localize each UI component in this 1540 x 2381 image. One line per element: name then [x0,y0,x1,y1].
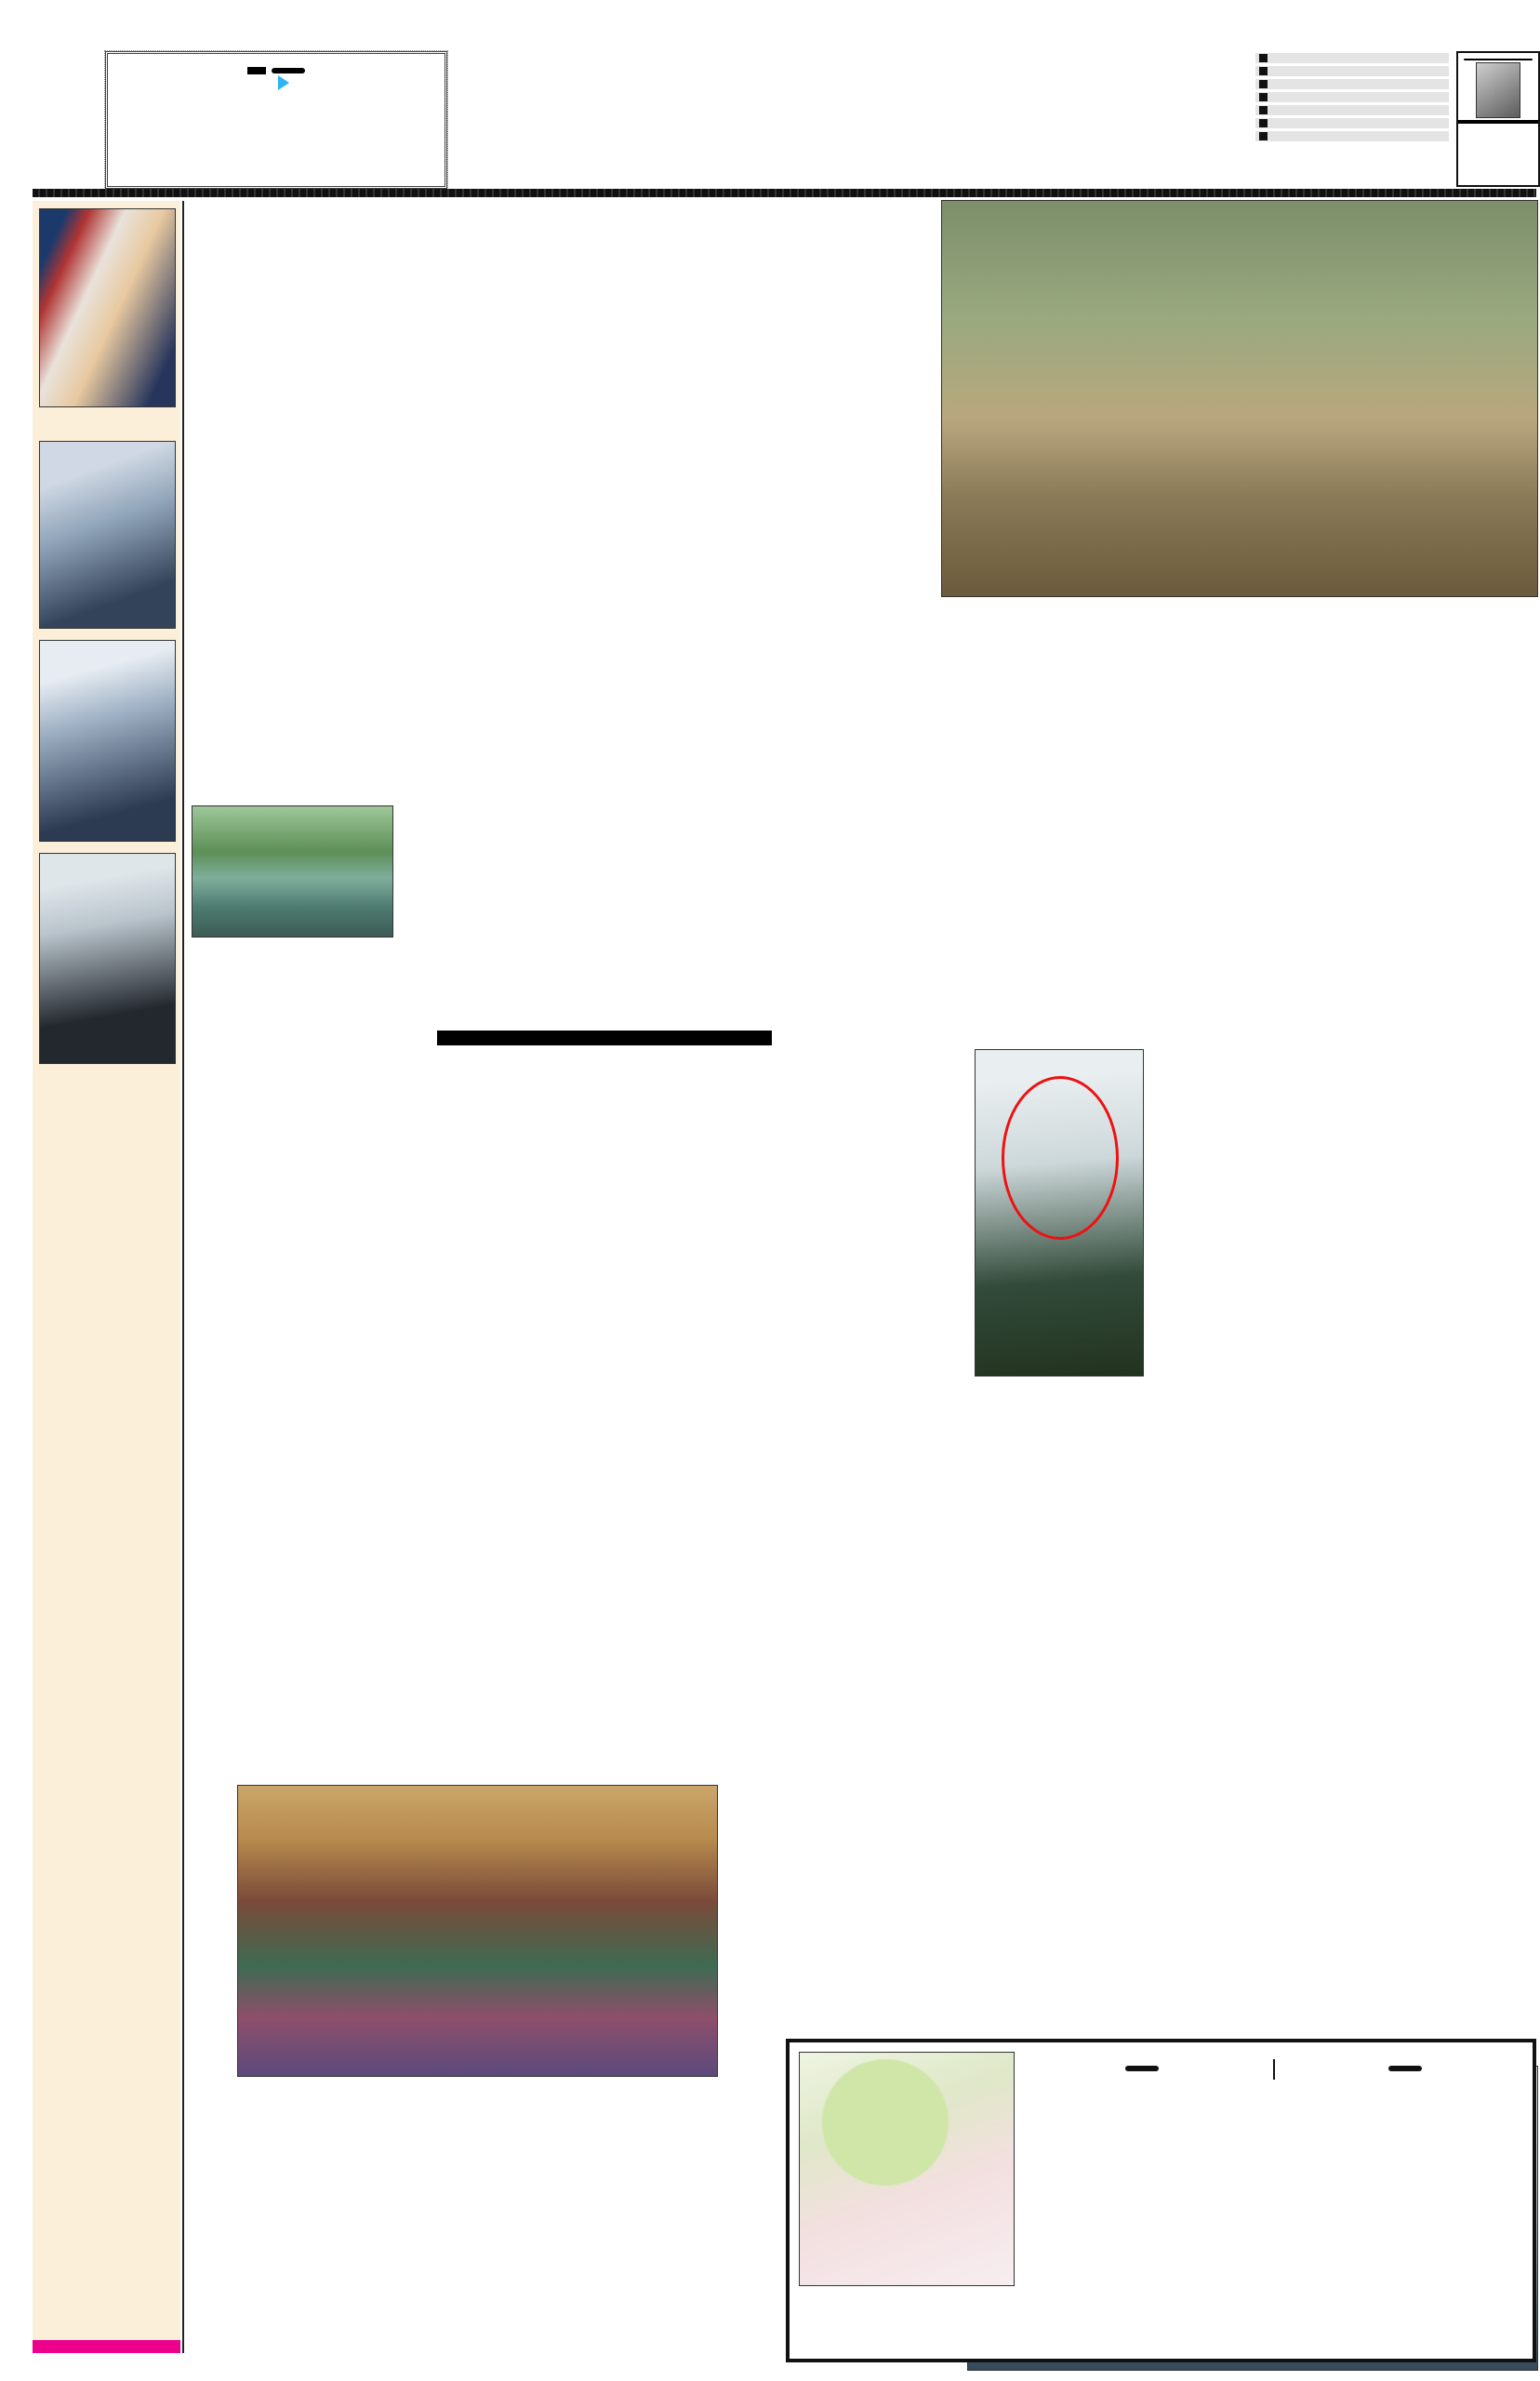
lead-body [192,491,932,677]
sidebar-story-loadshedding [39,853,174,1064]
sidebar-story-trump [39,208,174,430]
photo-mp-portrait [39,853,176,1064]
women-seat-story [1298,1031,1536,1373]
info-date-hijri [1255,105,1449,115]
play-icon [278,75,289,90]
doctor-ad [786,2039,1536,2362]
left-sidebar [33,201,180,2340]
google-play-badge [272,68,305,73]
chamber-faridpur [1288,2059,1524,2080]
detozil-product-image [1476,62,1520,118]
issue-info-column [1255,53,1449,144]
arrest-story [975,1025,1285,1622]
chained-story [484,1972,774,2362]
ecnec-story [192,1972,471,2362]
detozil-badge [1464,59,1533,60]
rizvi-story [621,696,932,1023]
info-officer-story [234,1031,426,1384]
sidebar-bottom-bar [33,2340,180,2353]
sidebar-divider [182,201,184,2353]
sidebar-story-facebook [39,441,174,629]
photo-baby [799,2052,1015,2286]
info-volume-issue [1255,118,1449,128]
chamber-boalmari [1024,2059,1260,2080]
photo-polluted-river [192,805,393,938]
apps-chip [247,67,266,74]
photo-rail-minister-portrait [39,640,176,842]
photo-khal-inauguration [941,200,1538,597]
info-date-gregorian [1255,79,1449,89]
photo-arrested-youth [975,1049,1144,1377]
info-reg-no [1255,53,1449,63]
dhaka-univ-story [786,1633,961,2031]
chopped-story [437,1031,772,1384]
info-price [1255,131,1449,141]
chamber1-label [1125,2066,1159,2071]
chamber2-label [1388,2066,1422,2071]
detozil-ad-box [1456,51,1540,187]
grass-clash-story [786,1031,961,1622]
info-weekday [1255,66,1449,76]
info-date-bangla [1255,92,1449,102]
masthead-rule [33,189,1536,197]
sidebar-story-railway [39,640,174,842]
river-story [192,802,612,1023]
playstore-promo-box [105,51,447,189]
photo-trump [39,208,176,407]
reception-body [192,1842,777,1964]
detozil-line1 [1458,53,1538,57]
chopped-headline-box [437,1031,772,1045]
detozil-strip [1458,120,1538,124]
photo-minister-portrait [39,441,176,629]
promo-line-2 [108,59,445,63]
bnp-body [971,1847,1536,2013]
red-circle-annotation [1002,1076,1119,1240]
minister-body [945,828,1536,1021]
